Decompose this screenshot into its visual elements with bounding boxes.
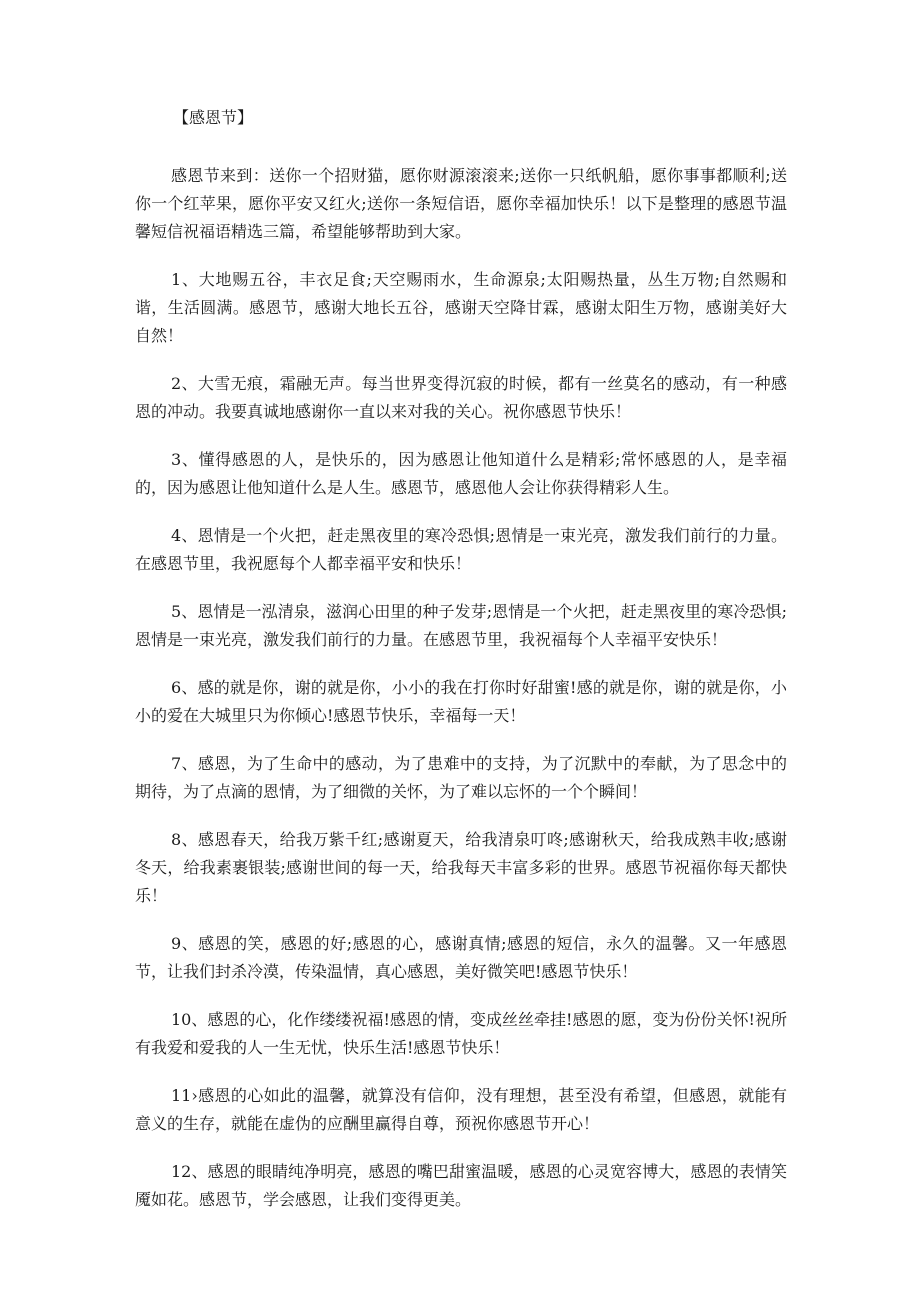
paragraph-11: 11›感恩的心如此的温馨，就算没有信仰，没有理想，甚至没有希望，但感恩，就能有意义的生存，就能在虚伪的应酬里赢得自尊，预祝你感恩节开心！ [135,1086,787,1133]
paragraph-5: 5、恩情是一泓清泉，滋润心田里的种子发芽;恩情是一个火把，赶走黑夜里的寒冷恐惧;恩情是一束光亮，激发我们前行的力量。在感恩节里，我祝福每个人幸福平安快乐！ [135,602,787,649]
paragraph-12: 12、感恩的眼睛纯净明亮，感恩的嘴巴甜蜜温暖，感恩的心灵宽容博大，感恩的表情笑魇如花。感恩节，学会感恩，让我们变得更美。 [135,1162,787,1209]
document-page [135,104,787,1234]
intro-paragraph: 感恩节来到：送你一个招财猫，愿你财源滚滚来;送你一只纸帆船，愿你事事都顺利;送你一个红苹果，愿你平安又红火;送你一条短信语，愿你幸福加快乐！以下是整理的感恩节温馨短信祝福语精选三篇，希望能够帮助到大家。 [135,166,787,241]
paragraph-2: 2、大雪无痕，霜融无声。每当世界变得沉寂的时候，都有一丝莫名的感动，有一种感恩的冲动。我要真诚地感谢你一直以来对我的关心。祝你感恩节快乐！ [135,374,787,421]
document-title: 【感恩节】 [173,108,254,127]
paragraph-8: 8、感恩春天，给我万紫千红;感谢夏天，给我清泉叮咚;感谢秋天，给我成熟丰收;感谢冬天，给我素裹银装;感谢世间的每一天，给我每天丰富多彩的世界。感恩节祝福你每天都快乐！ [135,830,787,905]
paragraph-1: 1、大地赐五谷，丰衣足食;天空赐雨水，生命源泉;太阳赐热量，丛生万物;自然赐和谐，生活圆满。感恩节，感谢大地长五谷，感谢天空降甘霖，感谢太阳生万物，感谢美好大自然！ [135,270,787,345]
paragraph-4: 4、恩情是一个火把，赶走黑夜里的寒冷恐惧;恩情是一束光亮，激发我们前行的力量。在感恩节里，我祝愿每个人都幸福平安和快乐！ [135,526,787,573]
paragraph-6: 6、感的就是你，谢的就是你，小小的我在打你时好甜蜜!感的就是你，谢的就是你，小小的爱在大城里只为你倾心!感恩节快乐，幸福每一天！ [135,678,787,725]
paragraph-9: 9、感恩的笑，感恩的好;感恩的心，感谢真情;感恩的短信，永久的温馨。又一年感恩节，让我们封杀冷漠，传染温情，真心感恩，美好微笑吧!感恩节快乐！ [135,934,787,981]
paragraph-7: 7、感恩，为了生命中的感动，为了患难中的支持，为了沉默中的奉献，为了思念中的期待，为了点滴的恩情，为了细微的关怀，为了难以忘怀的一个个瞬间！ [135,754,787,801]
paragraph-10: 10、感恩的心，化作缕缕祝福!感恩的情，变成丝丝牵挂!感恩的愿，变为份份关怀!祝所有我爱和爱我的人一生无忧，快乐生活!感恩节快乐！ [135,1010,787,1057]
paragraph-3: 3、懂得感恩的人，是快乐的，因为感恩让他知道什么是精彩;常怀感恩的人，是幸福的，因为感恩让他知道什么是人生。感恩节，感恩他人会让你获得精彩人生。 [135,450,787,497]
